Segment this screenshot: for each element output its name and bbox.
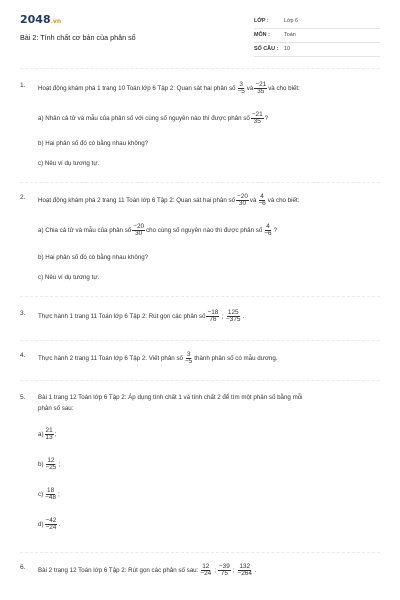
divider bbox=[20, 380, 380, 381]
tail-text: . bbox=[58, 521, 61, 529]
tail-text: . bbox=[242, 313, 245, 321]
question-text-line-1: Bài 1 trang 12 Toán lớp 6 Tập 2: Áp dụng tính chất 1 và tính chất 2 để tìm một phân số bằng mỗi bbox=[38, 394, 303, 401]
sub-question-text: a) Chia cả tử và mẫu của phân số bbox=[38, 227, 132, 235]
question-prompt: Thực hành 2 trang 11 Toán lớp 6 Tập 2: Viết phân số bbox=[38, 355, 183, 363]
site-logo[interactable] bbox=[20, 13, 61, 27]
fraction: $\frac{-21}{35}$ bbox=[255, 81, 267, 96]
connector-text: và bbox=[249, 197, 257, 205]
sub-question-text: a) Nhân cả tử và mẫu của phân số với cùng số nguyên nào thì được phân số bbox=[38, 115, 250, 123]
question-text bbox=[38, 82, 300, 96]
fraction: $\frac{4}{-6}$ bbox=[264, 223, 272, 238]
item-label: b) bbox=[38, 461, 44, 469]
tail-text: ; bbox=[58, 491, 60, 499]
fraction: $\frac{21}{13}$ bbox=[45, 427, 53, 442]
question-text bbox=[38, 564, 258, 578]
meta-row-count bbox=[254, 44, 380, 57]
item-label: c) bbox=[38, 491, 44, 499]
separator: ; bbox=[214, 567, 216, 575]
question-number: 3. bbox=[20, 310, 26, 317]
sub-question-c: c) Nêu ví dụ tương tự. bbox=[38, 274, 100, 281]
list-item bbox=[38, 518, 60, 532]
connector-text: và bbox=[246, 85, 254, 93]
separator: ; bbox=[232, 567, 235, 575]
sub-question-c: c) Nêu ví dụ tương tự. bbox=[38, 160, 100, 167]
fraction: $\frac{-39}{75}$ bbox=[218, 563, 230, 578]
separator: . bbox=[254, 567, 257, 575]
fraction: $\frac{-21}{35}$ bbox=[251, 111, 263, 126]
question-prompt: Thực hành 1 trang 11 Toán lớp 6 Tập 2: Rút gọn các phân số bbox=[38, 313, 206, 321]
list-item bbox=[38, 488, 60, 502]
question-text bbox=[38, 194, 299, 208]
tail-text: ; bbox=[58, 461, 61, 469]
divider bbox=[20, 182, 380, 183]
list-item bbox=[38, 428, 56, 442]
question-prompt: Bài 2 trang 12 Toán lớp 6 Tập 2: Rút gọn các phân số sau: bbox=[38, 567, 199, 575]
fraction: $\frac{18}{-48}$ bbox=[45, 487, 56, 502]
tail-text: và cho biết: bbox=[267, 197, 300, 205]
logo-suffix: .vn bbox=[50, 18, 62, 25]
page-header bbox=[0, 0, 400, 62]
question-number: 4. bbox=[20, 352, 26, 359]
fraction: $\frac{-18}{76}$ bbox=[207, 309, 219, 324]
question-number: 2. bbox=[20, 194, 26, 201]
tail-text: thành phân số có mẫu dương. bbox=[194, 355, 278, 363]
item-label: a) bbox=[38, 431, 44, 439]
tail-text: ? bbox=[273, 227, 278, 235]
meta-label: MÔN : bbox=[254, 32, 270, 38]
tail-text: ; bbox=[54, 431, 57, 439]
meta-value: Toán bbox=[284, 32, 296, 38]
question-number: 5. bbox=[20, 394, 26, 401]
meta-row-class bbox=[254, 16, 380, 29]
meta-value: Lớp 6 bbox=[284, 18, 299, 24]
meta-value: 10 bbox=[284, 46, 290, 52]
fraction: $\frac{-20}{30}$ bbox=[133, 223, 145, 238]
sub-question-a bbox=[38, 224, 277, 238]
sub-question-text: cho cùng số nguyên nào thì được phân số bbox=[146, 227, 263, 235]
question-text bbox=[38, 352, 278, 366]
document-title: Bài 2: Tính chất cơ bản của phân số bbox=[20, 33, 136, 42]
fraction: $\frac{4}{-6}$ bbox=[258, 193, 266, 208]
item-label: d) bbox=[38, 521, 44, 529]
list-item bbox=[38, 458, 60, 472]
question-text-line-2: phân số sau: bbox=[38, 405, 74, 412]
question-number: 6. bbox=[20, 564, 26, 571]
fraction: $\frac{3}{-5}$ bbox=[237, 81, 245, 96]
question-prompt: Hoạt động khám phá 1 trang 10 Toán lớp 6 Tập 2: Quan sát hai phân số bbox=[38, 85, 236, 93]
meta-row-subject bbox=[254, 30, 380, 43]
meta-label: SỐ CÂU : bbox=[254, 46, 279, 52]
tail-text: và cho biết: bbox=[268, 85, 300, 93]
tail-text: ? bbox=[264, 115, 269, 123]
fraction: $\frac{3}{-5}$ bbox=[185, 351, 193, 366]
divider bbox=[20, 68, 380, 69]
sub-question-b: b) Hai phân số đó có bằng nhau không? bbox=[38, 254, 149, 261]
separator: ; bbox=[221, 313, 224, 321]
divider bbox=[20, 552, 380, 553]
sub-question-a bbox=[38, 112, 268, 126]
fraction: $\frac{-20}{30}$ bbox=[237, 193, 248, 208]
fraction: $\frac{12}{-24}$ bbox=[200, 563, 212, 578]
sub-question-b: b) Hai phân số đó có bằng nhau không? bbox=[38, 140, 149, 147]
meta-label: LỚP : bbox=[254, 18, 269, 24]
fraction: $\frac{-42}{-24}$ bbox=[45, 517, 57, 532]
question-prompt: Hoạt động khám phá 2 trang 11 Toán lớp 6 Tập 2: Quan sát hai phân số bbox=[38, 197, 236, 205]
divider bbox=[20, 296, 380, 297]
logo-main: 2048 bbox=[20, 13, 51, 26]
question-text bbox=[38, 310, 244, 324]
fraction: $\frac{12}{-25}$ bbox=[45, 457, 57, 472]
fraction: $\frac{132}{-264}$ bbox=[237, 563, 252, 578]
divider bbox=[20, 340, 380, 341]
question-number: 1. bbox=[20, 82, 26, 89]
fraction: $\frac{125}{-375}$ bbox=[226, 309, 241, 324]
